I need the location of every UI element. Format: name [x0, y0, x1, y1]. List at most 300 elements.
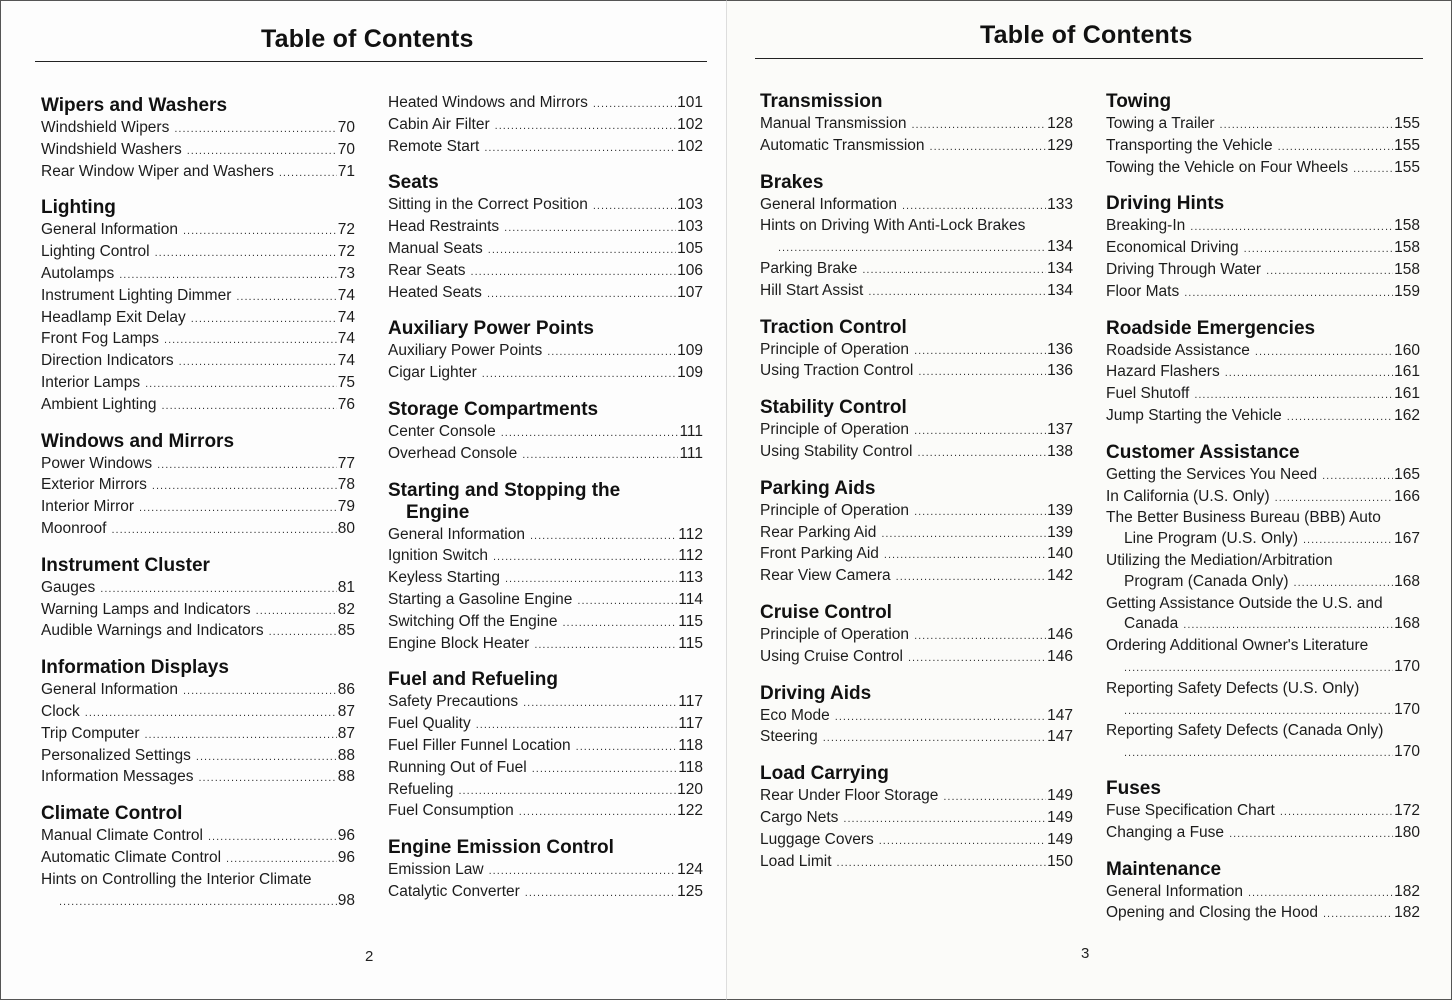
entry-page: 160: [1394, 341, 1420, 359]
dot-leader: [914, 626, 1046, 647]
toc-entry: [388, 736, 703, 758]
dot-leader: [1229, 824, 1393, 845]
toc-entry: [1106, 882, 1420, 904]
entry-page: 88: [337, 746, 355, 764]
toc-entry: [1106, 903, 1420, 925]
toc-entry: [41, 264, 355, 286]
dot-leader: [119, 265, 337, 286]
toc-entry: [388, 568, 703, 590]
toc-entry: [1106, 721, 1420, 764]
dot-leader: [1266, 261, 1393, 282]
toc-column-left-2: [388, 93, 703, 918]
toc-entry: [388, 422, 703, 444]
toc-entry: [1106, 341, 1420, 363]
entry-title: Warning Lamps and Indicators: [41, 600, 251, 618]
entry-page: 155: [1394, 158, 1420, 176]
entry-page: 70: [337, 119, 355, 136]
entry-title: Autolamps: [41, 264, 115, 282]
section-heading: [1106, 442, 1420, 464]
dot-leader: [152, 476, 337, 497]
toc-section: [760, 91, 1073, 158]
toc-entry: [1106, 114, 1420, 136]
dot-leader: [187, 141, 337, 162]
entry-leader-row: [1106, 614, 1420, 636]
dot-leader: [183, 221, 337, 242]
toc-entry: [760, 830, 1073, 852]
entry-title: Roadside Assistance: [1106, 341, 1250, 359]
toc-section: [760, 763, 1073, 873]
dot-leader: [1225, 363, 1393, 384]
toc-entry: [388, 525, 703, 547]
toc-entry: [1106, 362, 1420, 384]
toc-section: [388, 669, 703, 823]
dot-leader: [1255, 342, 1393, 363]
entry-page: 162: [1394, 406, 1420, 424]
entry-page: 139: [1047, 523, 1073, 541]
entry-page: 182: [1394, 882, 1420, 900]
dot-leader: [914, 421, 1046, 442]
entry-page: 137: [1047, 421, 1073, 439]
toc-section: [41, 803, 355, 912]
entry-leader-row: [41, 891, 355, 913]
toc-entry: [1106, 136, 1420, 158]
entry-title-continued: Canada: [1124, 615, 1179, 633]
toc-section: [41, 431, 355, 541]
entry-page: 105: [677, 239, 703, 257]
toc-entry: [388, 444, 703, 466]
entry-title: Running Out of Fuel: [388, 758, 527, 776]
toc-section: [760, 317, 1073, 384]
dot-leader: [879, 831, 1046, 852]
toc-section: [388, 480, 703, 656]
toc-entry: [41, 220, 355, 242]
entry-title: Trip Computer: [41, 724, 140, 742]
toc-entry: [388, 634, 703, 656]
toc-entry: [388, 261, 703, 283]
toc-entry: [1106, 801, 1420, 823]
toc-entry: [41, 162, 355, 184]
entry-title: Manual Transmission: [760, 115, 907, 132]
dot-leader: [487, 284, 676, 305]
section-heading-text: Storage Compartments: [388, 398, 599, 420]
toc-entry: [760, 195, 1073, 217]
entry-title: Overhead Console: [388, 444, 518, 462]
dot-leader: [501, 423, 679, 444]
entry-title: Using Traction Control: [760, 362, 914, 380]
dot-leader: [862, 260, 1046, 281]
section-heading: [1106, 778, 1420, 800]
dot-leader: [837, 853, 1047, 874]
toc-entry: [41, 395, 355, 417]
entry-page: 138: [1047, 442, 1073, 460]
section-heading: [1106, 318, 1420, 340]
toc-entry: [388, 217, 703, 239]
entry-page: 111: [679, 444, 703, 462]
entry-page: 182: [1394, 904, 1420, 922]
entry-page: 139: [1047, 501, 1073, 519]
dot-leader: [1287, 407, 1393, 428]
page-title: Table of Contents: [261, 25, 474, 53]
dot-leader: [1184, 283, 1393, 304]
section-heading: [388, 480, 703, 524]
entry-title: Engine Block Heater: [388, 634, 530, 652]
toc-section: [1106, 442, 1420, 764]
section-heading: [760, 763, 1073, 785]
entry-page: 150: [1047, 852, 1073, 870]
toc-entry: [1106, 260, 1420, 282]
entry-page: 79: [337, 498, 355, 516]
entry-title: Fuel Shutoff: [1106, 385, 1190, 403]
entry-leader-row: [760, 237, 1073, 259]
entry-title: Utilizing the Mediation/Arbitration: [1106, 551, 1333, 569]
section-heading-text: Wipers and Washers: [41, 95, 228, 116]
toc-entry: [41, 329, 355, 351]
toc-section: [388, 93, 703, 158]
entry-title: Manual Climate Control: [41, 827, 203, 845]
entry-title: Lighting Control: [41, 243, 150, 261]
entry-title: Getting Assistance Outside the U.S. and: [1106, 594, 1383, 612]
dot-leader: [534, 635, 677, 656]
entry-title: Personalized Settings: [41, 746, 191, 764]
entry-page: 86: [337, 681, 355, 699]
section-heading: [41, 803, 355, 825]
entry-title: Instrument Lighting Dimmer: [41, 286, 232, 304]
toc-entry: [760, 114, 1073, 136]
entry-title: Reporting Safety Defects (Canada Only): [1106, 722, 1384, 740]
dot-leader: [823, 728, 1046, 749]
toc-entry: [1106, 238, 1420, 260]
toc-entry: [1106, 551, 1420, 594]
toc-section: [760, 397, 1073, 464]
entry-page: 112: [678, 525, 703, 543]
toc-entry: [388, 115, 703, 137]
toc-entry: [388, 239, 703, 261]
page-number: 3: [1081, 945, 1090, 962]
entry-leader-row: [1106, 657, 1420, 679]
entry-title: Keyless Starting: [388, 569, 500, 587]
entry-page: 149: [1047, 787, 1073, 805]
entry-title: Sitting in the Correct Position: [388, 196, 588, 214]
toc-entry: [1106, 679, 1420, 722]
toc-entry: [41, 140, 355, 162]
entry-title: Switching Off the Engine: [388, 612, 558, 630]
entry-page: 78: [337, 476, 355, 494]
entry-title: Hints on Driving With Anti-Lock Brakes: [760, 217, 1026, 235]
entry-title: Fuel Filler Funnel Location: [388, 736, 571, 754]
entry-title: Principle of Operation: [760, 625, 910, 643]
toc-entry: [41, 286, 355, 308]
dot-leader: [519, 802, 676, 823]
section-heading: [388, 837, 703, 859]
entry-page: 166: [1394, 487, 1420, 505]
entry-title: Fuel Quality: [388, 715, 471, 733]
section-heading-text: Stability Control: [760, 397, 907, 419]
entry-page: 102: [677, 115, 703, 133]
entry-page: 146: [1047, 647, 1073, 665]
entry-title: Gauges: [41, 578, 96, 596]
entry-page: 161: [1394, 385, 1420, 403]
section-heading: [760, 91, 1073, 113]
dot-leader: [208, 827, 337, 848]
toc-section: [41, 197, 355, 416]
section-heading-text: Load Carrying: [760, 763, 889, 785]
toc-entry: [388, 860, 703, 882]
dot-leader: [484, 138, 676, 159]
toc-entry: [388, 780, 703, 802]
toc-section: [760, 478, 1073, 588]
dot-leader: [139, 498, 337, 519]
toc-section: [1106, 193, 1420, 303]
dot-leader: [1190, 217, 1393, 238]
section-heading-text: Engine Emission Control: [388, 837, 614, 859]
toc-section: [1106, 778, 1420, 845]
entry-title: Refueling: [388, 780, 454, 798]
entry-page: 158: [1394, 217, 1420, 235]
entry-title: Eco Mode: [760, 706, 830, 724]
dot-leader: [1183, 615, 1393, 636]
entry-title: Rear Parking Aid: [760, 523, 877, 541]
entry-page: 74: [337, 330, 355, 348]
dot-leader: [911, 115, 1046, 136]
dot-leader: [459, 781, 677, 802]
entry-title-continued: Line Program (U.S. Only): [1124, 530, 1298, 548]
entry-page: 136: [1047, 340, 1073, 358]
section-heading: [388, 669, 703, 691]
entry-page: 106: [677, 261, 703, 279]
entry-page: 147: [1047, 706, 1073, 724]
entry-page: 85: [337, 622, 355, 640]
entry-page: 155: [1394, 136, 1420, 154]
section-heading: [41, 657, 355, 679]
toc-entry: [41, 600, 355, 622]
section-heading-text: Towing: [1106, 91, 1172, 112]
entry-title: Fuel Consumption: [388, 802, 514, 820]
entry-title: Information Messages: [41, 768, 194, 786]
entry-page: 87: [337, 724, 355, 742]
dot-leader: [896, 567, 1046, 588]
dot-leader: [1124, 743, 1393, 764]
dot-leader: [164, 330, 337, 351]
entry-title: Driving Through Water: [1106, 260, 1262, 278]
entry-title: Ignition Switch: [388, 547, 488, 565]
entry-page: 140: [1047, 545, 1073, 563]
entry-title: Cabin Air Filter: [388, 115, 490, 133]
dot-leader: [1124, 658, 1393, 679]
dot-leader: [1244, 239, 1393, 260]
title-rule: [35, 61, 707, 62]
dot-leader: [593, 196, 676, 217]
entry-title: Cigar Lighter: [388, 364, 477, 382]
entry-page: 76: [337, 395, 355, 413]
dot-leader: [155, 243, 337, 264]
dot-leader: [505, 569, 677, 590]
dot-leader: [191, 309, 337, 330]
section-heading-text: Seats: [388, 172, 439, 194]
section-heading-text: Starting and Stopping the: [388, 479, 621, 501]
dot-leader: [914, 341, 1046, 362]
dot-leader: [111, 520, 336, 541]
section-heading: [760, 478, 1073, 500]
toc-entry: [41, 724, 355, 746]
toc-entry: [1106, 216, 1420, 238]
dot-leader: [843, 809, 1046, 830]
entry-title: Principle of Operation: [760, 501, 910, 519]
toc-entry: [41, 118, 355, 140]
section-heading-text: Climate Control: [41, 803, 183, 825]
entry-title: Hints on Controlling the Interior Climate: [41, 870, 312, 888]
entry-page: 96: [337, 848, 355, 866]
entry-page: 98: [337, 891, 355, 909]
toc-entry: [41, 848, 355, 870]
section-heading-text: Auxiliary Power Points: [388, 318, 594, 340]
entry-title: Interior Lamps: [41, 373, 141, 391]
toc-entry: [760, 544, 1073, 566]
toc-entry: [760, 442, 1073, 464]
dot-leader: [884, 545, 1046, 566]
entry-title: Interior Mirror: [41, 498, 135, 516]
toc-section: [388, 837, 703, 904]
dot-leader: [236, 287, 336, 308]
toc-entry: [760, 216, 1073, 259]
entry-page: 102: [677, 137, 703, 155]
entry-page: 149: [1047, 808, 1073, 826]
dot-leader: [144, 725, 336, 746]
entry-title: Load Limit: [760, 852, 832, 870]
toc-entry: [760, 361, 1073, 383]
dot-leader: [256, 601, 337, 622]
entry-page: 172: [1394, 801, 1420, 819]
toc-entry: [760, 647, 1073, 669]
entry-page: 146: [1047, 625, 1073, 643]
toc-entry: [388, 283, 703, 305]
entry-title: General Information: [760, 195, 897, 213]
entry-title: The Better Business Bureau (BBB) Auto: [1106, 509, 1381, 527]
page-title: Table of Contents: [980, 21, 1193, 49]
entry-page: 74: [337, 308, 355, 326]
entry-page: 87: [337, 702, 355, 720]
right-page: [726, 0, 1452, 1000]
entry-title: Automatic Climate Control: [41, 848, 222, 866]
dot-leader: [522, 445, 678, 466]
entry-page: 134: [1047, 281, 1073, 299]
toc-section: [1106, 318, 1420, 428]
entry-page: 117: [678, 715, 703, 733]
section-heading-text: Information Displays: [41, 657, 229, 679]
toc-entry: [1106, 282, 1420, 304]
entry-page: 88: [337, 768, 355, 786]
entry-page: 109: [677, 342, 703, 360]
entry-title: Ambient Lighting: [41, 395, 157, 413]
section-heading-text: Cruise Control: [760, 601, 892, 623]
dot-leader: [1278, 137, 1394, 158]
entry-page: 147: [1047, 728, 1073, 746]
toc-entry: [1106, 158, 1420, 180]
entry-page: 112: [678, 547, 703, 565]
dot-leader: [547, 342, 676, 363]
section-heading-text: Lighting: [41, 197, 116, 219]
entry-page: 72: [337, 243, 355, 261]
entry-title: Towing a Trailer: [1106, 115, 1215, 132]
dot-leader: [493, 547, 677, 568]
toc-entry: [1106, 636, 1420, 679]
dot-leader: [1323, 904, 1393, 925]
entry-title: Hazard Flashers: [1106, 363, 1220, 381]
section-heading-text-continued: Engine: [406, 501, 470, 523]
dot-leader: [943, 787, 1046, 808]
dot-leader: [914, 502, 1046, 523]
entry-page: 73: [337, 264, 355, 282]
entry-page: 115: [678, 634, 703, 652]
toc-entry: [388, 137, 703, 159]
entry-title-continued: Program (Canada Only): [1124, 572, 1289, 590]
dot-leader: [918, 362, 1046, 383]
entry-title: Windshield Wipers: [41, 119, 170, 136]
entry-page: 170: [1394, 700, 1420, 718]
dot-leader: [179, 352, 337, 373]
entry-page: 103: [677, 196, 703, 214]
section-heading-text: Transmission: [760, 91, 883, 112]
entry-page: 74: [337, 286, 355, 304]
toc-entry: [388, 590, 703, 612]
dot-leader: [881, 524, 1046, 545]
dot-leader: [174, 119, 336, 140]
toc-entry: [1106, 465, 1420, 487]
section-heading: [41, 555, 355, 577]
entry-title: Changing a Fuse: [1106, 823, 1225, 841]
dot-leader: [1303, 530, 1393, 551]
section-heading-text: Instrument Cluster: [41, 554, 210, 576]
entry-title: Cargo Nets: [760, 808, 839, 826]
toc-entry: [1106, 823, 1420, 845]
toc-entry: [760, 706, 1073, 728]
entry-title: Rear Under Floor Storage: [760, 787, 939, 805]
dot-leader: [161, 396, 336, 417]
toc-entry: [1106, 406, 1420, 428]
entry-title: Moonroof: [41, 519, 107, 537]
dot-leader: [1294, 573, 1394, 594]
toc-entry: [760, 281, 1073, 303]
entry-title: General Information: [41, 681, 178, 699]
toc-column-left-1: [41, 95, 355, 926]
entry-page: 75: [337, 373, 355, 391]
entry-page: 180: [1394, 823, 1420, 841]
entry-title: Getting the Services You Need: [1106, 465, 1318, 483]
section-heading: [388, 172, 703, 194]
toc-entry: [760, 852, 1073, 874]
toc-entry: [388, 93, 703, 115]
entry-title: Towing the Vehicle on Four Wheels: [1106, 158, 1349, 176]
section-heading: [1106, 193, 1420, 215]
entry-title: Rear Seats: [388, 261, 466, 279]
dot-leader: [917, 443, 1046, 464]
toc-section: [760, 602, 1073, 669]
dot-leader: [269, 622, 337, 643]
entry-page: 101: [677, 94, 703, 111]
entry-title: Exterior Mirrors: [41, 476, 147, 494]
entry-title: Heated Seats: [388, 283, 482, 301]
entry-title: Remote Start: [388, 137, 480, 155]
toc-entry: [41, 373, 355, 395]
dot-leader: [199, 768, 337, 789]
dot-leader: [476, 715, 678, 736]
section-heading: [760, 317, 1073, 339]
dot-leader: [226, 849, 337, 870]
entry-page: 165: [1394, 465, 1420, 483]
toc-entry: [41, 621, 355, 643]
entry-page: 124: [677, 861, 703, 879]
toc-column-right-1: [760, 91, 1073, 887]
entry-page: 133: [1047, 195, 1073, 213]
